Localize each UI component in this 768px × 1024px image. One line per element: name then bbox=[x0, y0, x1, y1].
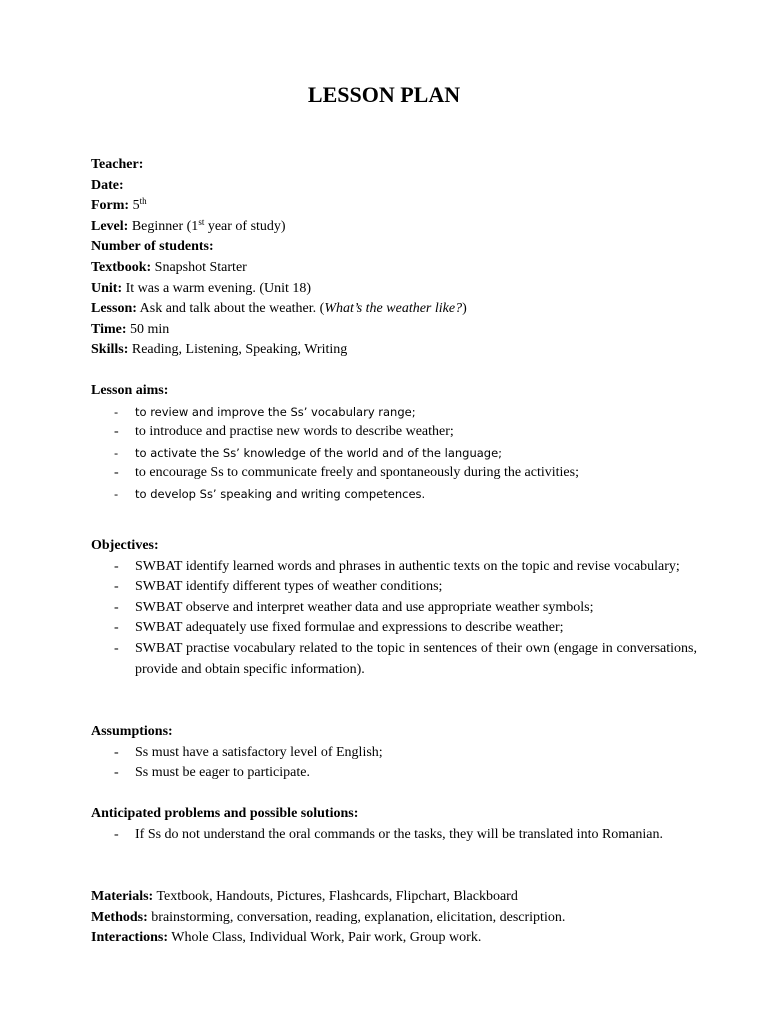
level-value-end: year of study) bbox=[204, 218, 286, 234]
list-item-text: SWBAT observe and interpret weather data and use appropriate weather symbols; bbox=[135, 599, 594, 615]
teacher-row bbox=[91, 155, 697, 176]
date-row bbox=[91, 176, 697, 197]
lesson-row bbox=[91, 299, 697, 320]
form-sup: th bbox=[139, 196, 147, 207]
lesson-question: What’s the weather like? bbox=[324, 301, 463, 317]
level-value: Beginner (1 bbox=[131, 218, 199, 234]
methods-label: Methods: bbox=[91, 909, 148, 925]
page-title: LESSON PLAN bbox=[307, 82, 461, 107]
lesson-details bbox=[91, 155, 697, 361]
list-item-text: to activate the Ss’ knowledge of the world and of the language; bbox=[135, 445, 503, 460]
list-item-text: SWBAT adequately use fixed formulae and expressions to describe weather; bbox=[135, 620, 564, 636]
objectives-heading: Objectives: bbox=[91, 538, 159, 553]
level-sup: st bbox=[198, 216, 205, 227]
list-item bbox=[91, 825, 697, 846]
list-item-text: to review and improve the Ss’ vocabulary range; bbox=[135, 404, 416, 419]
bullet-dash: - bbox=[114, 620, 119, 636]
lesson-value: Ask and talk about the weather. ( bbox=[139, 301, 325, 317]
form-label: Form: bbox=[91, 198, 130, 214]
bullet-dash: - bbox=[114, 579, 119, 595]
students-label: Number of students: bbox=[91, 239, 214, 255]
lesson-close: ) bbox=[462, 301, 467, 317]
time-label: Time: bbox=[91, 321, 127, 337]
materials-label: Materials: bbox=[91, 889, 154, 904]
bullet-dash: - bbox=[114, 404, 119, 419]
list-item-text: to introduce and practise new words to describe weather; bbox=[135, 424, 454, 440]
date-label: Date: bbox=[91, 177, 124, 193]
resources-section bbox=[91, 887, 697, 949]
list-item-text: If Ss do not understand the oral commands or the tasks, they will be translated into Romanian. bbox=[135, 826, 664, 842]
materials-value: Textbook, Handouts, Pictures, Flashcards, Flipchart, Blackboard bbox=[156, 889, 518, 904]
textbook-label: Textbook: bbox=[91, 259, 152, 275]
list-item-text: SWBAT identify different types of weather conditions; bbox=[135, 579, 443, 595]
assumptions-section bbox=[91, 722, 697, 784]
time-value: 50 min bbox=[130, 321, 170, 337]
methods-row bbox=[91, 908, 697, 929]
interactions-label: Interactions: bbox=[91, 930, 168, 946]
list-item bbox=[91, 402, 697, 423]
objectives-list bbox=[91, 557, 697, 681]
teacher-label: Teacher: bbox=[91, 157, 144, 172]
list-item-text: Ss must have a satisfactory level of English; bbox=[135, 744, 383, 760]
aims-list bbox=[91, 402, 697, 505]
bullet-dash: - bbox=[114, 445, 119, 460]
textbook-value: Snapshot Starter bbox=[154, 259, 247, 275]
list-item bbox=[91, 618, 697, 639]
list-item bbox=[91, 598, 697, 619]
problems-section bbox=[91, 804, 697, 845]
bullet-dash: - bbox=[114, 640, 119, 656]
list-item-text: to develop Ss’ speaking and writing competences. bbox=[135, 486, 426, 501]
assumptions-list bbox=[91, 743, 697, 784]
unit-value: It was a warm evening. (Unit 18) bbox=[125, 280, 312, 296]
level-row bbox=[91, 217, 697, 238]
form-row bbox=[91, 196, 697, 217]
list-item bbox=[91, 557, 697, 578]
aims-section bbox=[91, 381, 697, 505]
list-item-text: SWBAT identify learned words and phrases in authentic texts on the topic and revise vocabulary; bbox=[135, 558, 680, 574]
materials-row bbox=[91, 887, 697, 908]
bullet-dash: - bbox=[114, 465, 119, 481]
list-item bbox=[91, 443, 697, 464]
problems-list bbox=[91, 825, 697, 846]
list-item bbox=[91, 463, 697, 484]
bullet-dash: - bbox=[114, 599, 119, 615]
time-row bbox=[91, 320, 697, 341]
list-item-text: SWBAT practise vocabulary related to the topic in sentences of their own (engage in conversations, provide and obtain specific information). bbox=[135, 640, 697, 677]
list-item-text: Ss must be eager to participate. bbox=[135, 765, 310, 781]
bullet-dash: - bbox=[114, 744, 119, 760]
unit-row bbox=[91, 279, 697, 300]
list-item-text: to encourage Ss to communicate freely and spontaneously during the activities; bbox=[135, 465, 579, 481]
lesson-label: Lesson: bbox=[91, 301, 137, 317]
bullet-dash: - bbox=[114, 765, 119, 781]
methods-value: brainstorming, conversation, reading, explanation, elicitation, description. bbox=[151, 909, 566, 925]
list-item bbox=[91, 743, 697, 764]
bullet-dash: - bbox=[114, 826, 119, 842]
assumptions-heading: Assumptions: bbox=[91, 724, 173, 739]
bullet-dash: - bbox=[114, 558, 119, 574]
form-value: 5 bbox=[132, 198, 140, 214]
bullet-dash: - bbox=[114, 486, 119, 501]
interactions-value: Whole Class, Individual Work, Pair work, Group work. bbox=[171, 930, 482, 946]
bullet-dash: - bbox=[114, 424, 119, 440]
level-label: Level: bbox=[91, 218, 129, 234]
objectives-section bbox=[91, 536, 697, 680]
list-item bbox=[91, 422, 697, 443]
list-item bbox=[91, 639, 697, 680]
list-item bbox=[91, 763, 697, 784]
students-row bbox=[91, 237, 697, 258]
interactions-row bbox=[91, 928, 697, 949]
list-item bbox=[91, 577, 697, 598]
aims-heading: Lesson aims: bbox=[91, 383, 169, 398]
unit-label: Unit: bbox=[91, 280, 123, 296]
list-item bbox=[91, 484, 697, 505]
skills-row bbox=[91, 340, 697, 361]
problems-heading: Anticipated problems and possible solutions: bbox=[91, 806, 359, 821]
skills-value: Reading, Listening, Speaking, Writing bbox=[131, 342, 348, 358]
textbook-row bbox=[91, 258, 697, 279]
skills-label: Skills: bbox=[91, 342, 129, 358]
